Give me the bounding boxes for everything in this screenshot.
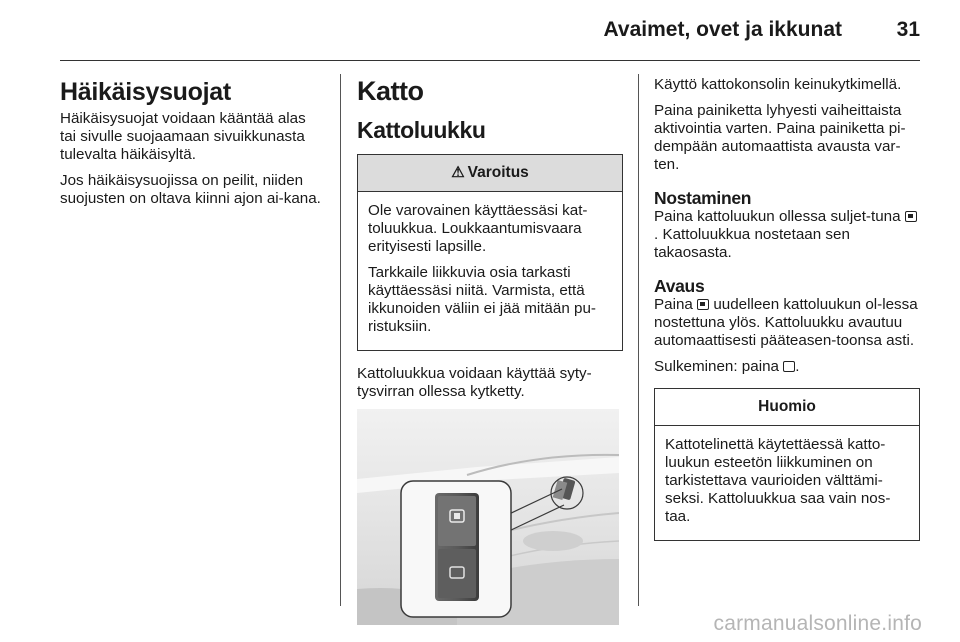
subsection-heading-sunroof: Kattoluukku [357,117,486,143]
note-box [654,388,920,541]
column-sunroof-operation [654,76,920,555]
warning-box [357,154,623,351]
header-title: Avaimet, ovet ja ikkunat [603,18,842,41]
column-divider-2 [638,74,639,606]
text: Paina [654,296,693,313]
watermark: carmanualsonline.info [713,612,922,635]
paragraph-close [654,358,920,376]
page-number: 31 [896,18,920,41]
paragraph: Kattoluukkua voidaan käyttää syty-tysvirran ollessa kytketty. [357,365,592,400]
section-heading-roof: Katto [357,76,424,106]
paragraph: Häikäisysuojat voidaan kääntää alas tai sivulle suojaamaan sivuikkunasta tulevalta häikäisyltä. [60,110,306,163]
text: Sulkeminen: paina [654,358,779,375]
subheading-open: Avaus [654,276,705,296]
column-sun-visors [60,76,324,216]
column-roof [357,76,623,625]
sunroof-switch-illustration [357,409,619,625]
section-heading-sun-visors: Häikäisysuojat [60,78,231,106]
paragraph: Käyttö kattokonsolin keinukytkimellä. [654,76,902,93]
text: Paina kattoluukun ollessa suljet-tuna [654,208,901,225]
sunroof-close-button-icon [783,361,795,372]
warning-text: Ole varovainen käyttäessäsi kat-toluukkua. Loukkaantumisvaara erityisesti lapsille. [368,202,588,255]
warning-box-header [358,155,622,192]
sunroof-lift-button-icon [905,211,917,222]
note-text: Kattotelinettä käytettäessä katto-luukun esteetön liikkuminen on tarkistettava vaurioiden välttämi-seksi. Kattoluukkua saa vain nos-taa. [665,436,891,525]
note-box-body [655,426,919,540]
paragraph-lift [654,208,920,262]
paragraph-open [654,296,920,350]
text: uudelleen kattoluukun ol-lessa nostettuna ylös. Kattoluukku avautuu automaattisesti pääteasen-toonsa asti. [654,296,918,349]
column-divider-1 [340,74,341,606]
text: . Kattoluukkua nostetaan sen takaosasta. [654,226,850,261]
text: . [795,358,800,375]
note-box-header: Huomio [655,389,919,426]
warning-text: Tarkkaile liikkuvia osia tarkasti käyttäessäsi niitä. Varmista, että ikkunoiden väliin ei jää mitään pu-ristuksiin. [368,264,596,335]
warning-title: Varoitus [467,164,529,181]
sunroof-open-button-icon [697,299,709,310]
paragraph: Paina painiketta lyhyesti vaiheittaista aktivointia varten. Paina painiketta pi-dempään automaattista avausta var-ten. [654,102,906,173]
paragraph: Jos häikäisysuojissa on peilit, niiden suojusten on oltava kiinni ajon ai-kana. [60,172,321,207]
subheading-lift: Nostaminen [654,188,752,208]
warning-box-body [358,192,622,350]
page-header [0,0,960,60]
warning-triangle-icon: ⚠ [451,164,465,181]
header-rule [60,60,920,61]
